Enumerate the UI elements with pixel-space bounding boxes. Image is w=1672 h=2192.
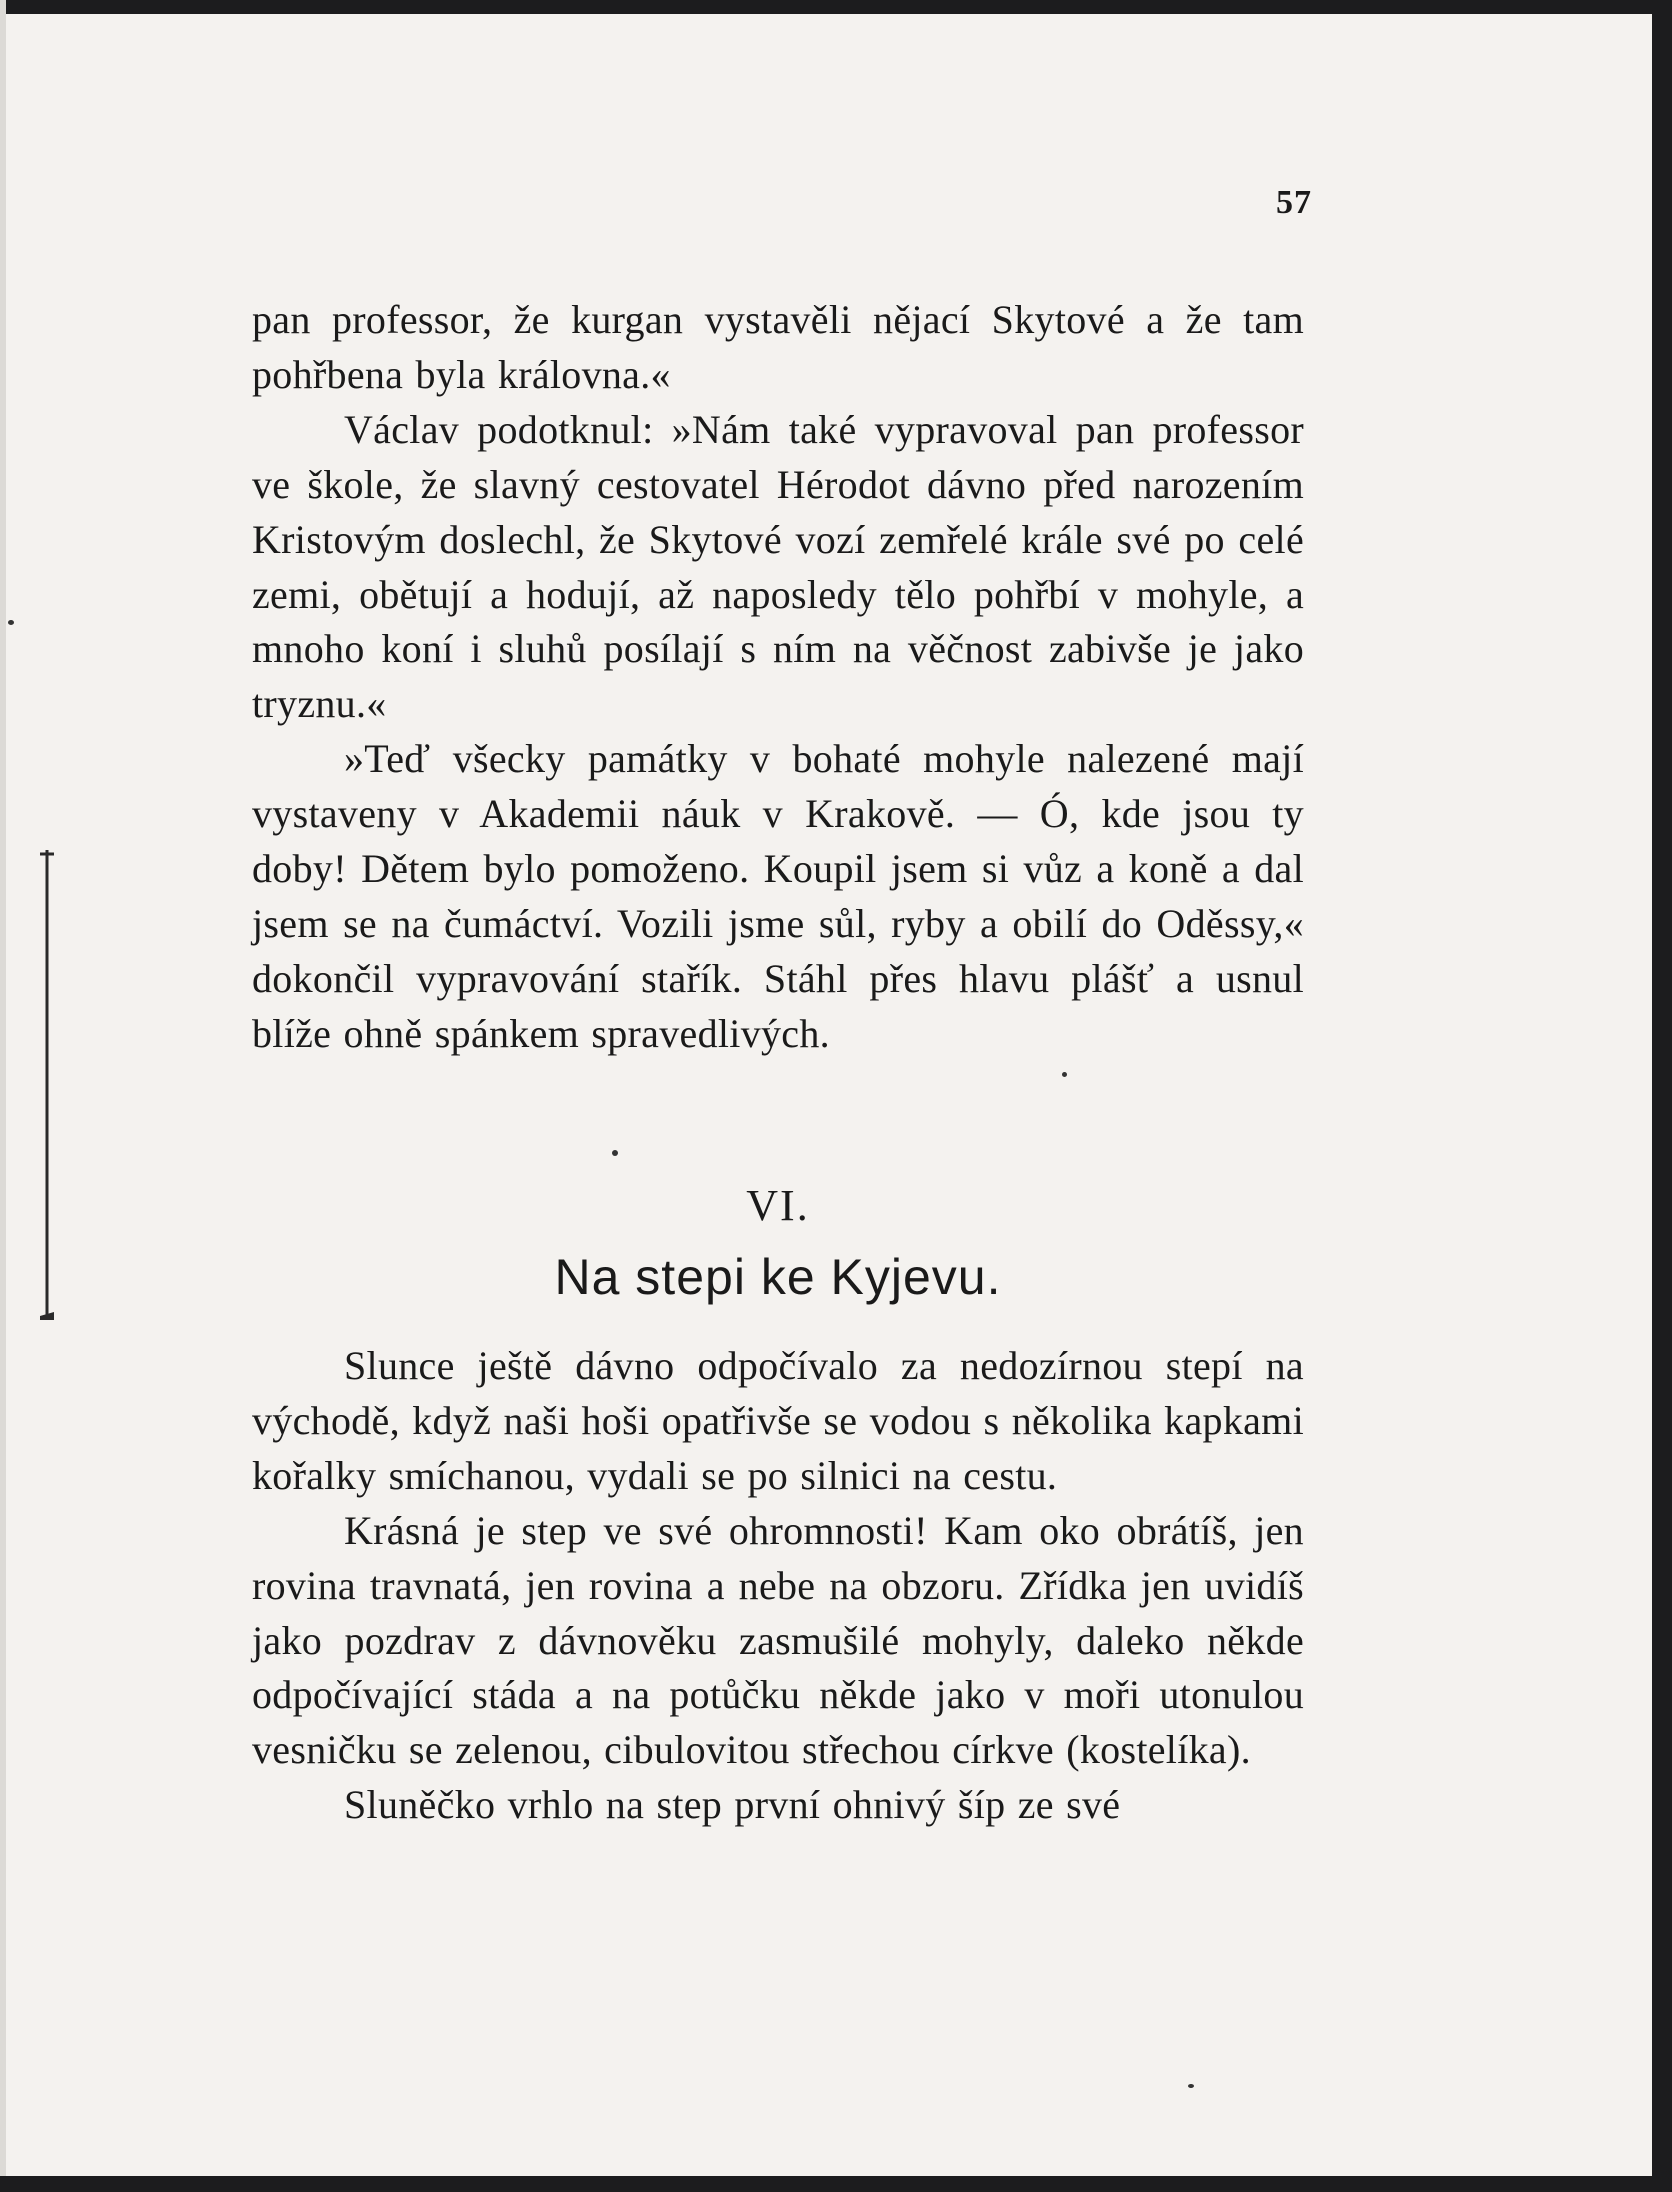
page-number: 57 [1276,184,1312,221]
scan-edge-right [1652,0,1672,2192]
binding-mark [40,850,54,1320]
body-text-top [252,293,1304,1062]
scan-speck [612,1150,618,1156]
paragraph: Sluněčko vrhlo na step první ohnivý šíp ze své [344,1782,1121,1828]
paragraph: Krásná je step ve své ohromnosti! Kam oko obrátíš, jen rovina travnatá, jen rovina a nebe na obzoru. Zřídka jen uvidíš jako pozdrav z dávnověku zasmušilé mohyly, daleko někde odpočívající stáda a na potůčku někde jako v moři utonulou vesničku se zelenou, cibulovitou střechou církve (kostelíka). [252,1507,1304,1773]
chapter-title: Na stepi ke Kyjevu. [554,1249,1002,1305]
scan-speck [1188,2084,1194,2088]
paragraph: Slunce ještě dávno odpočívalo za nedozírnou stepí na východě, když naši hoši opatřivše se vodou s několika kapkami kořalky smíchanou, vydali se po silnici na cestu. [252,1343,1304,1498]
body-text-bottom [252,1339,1304,1833]
scan-edge-top [0,0,1672,14]
paragraph: pan professor, že kurgan vystavěli nějací Skytové a že tam pohřbena byla královna.« [252,297,1304,397]
scan-speck [1062,1072,1067,1077]
paragraph: Václav podotknul: »Nám také vypravoval pan professor ve škole, že slavný cestovatel Hérodot dávno před narozením Kristovým doslechl, že Skytové vozí zemřelé krále své po celé zemi, obětují a hodují, až naposledy tělo pohřbí v mohyle, a mnoho koní i sluhů posílají s ním na věčnost zabivše je jako tryznu.« [252,406,1304,727]
scan-edge-bottom [0,2176,1672,2192]
scan-edge-left [0,0,6,2192]
scan-speck [8,620,14,625]
paragraph: »Teď všecky památky v bohaté mohyle nalezené mají vystaveny v Akademii náuk v Krakově. — Ó, kde jsou ty doby! Dětem bylo pomoženo. Koupil jsem si vůz a koně a dal jsem se na čumáctví. Vozili jsme sůl, ryby a obilí do Oděssy,« dokončil vypravování stařík. Stáhl přes hlavu plášť a usnul blíže ohně spánkem spravedlivých. [252,736,1304,1056]
chapter-number: VI. [746,1181,810,1230]
